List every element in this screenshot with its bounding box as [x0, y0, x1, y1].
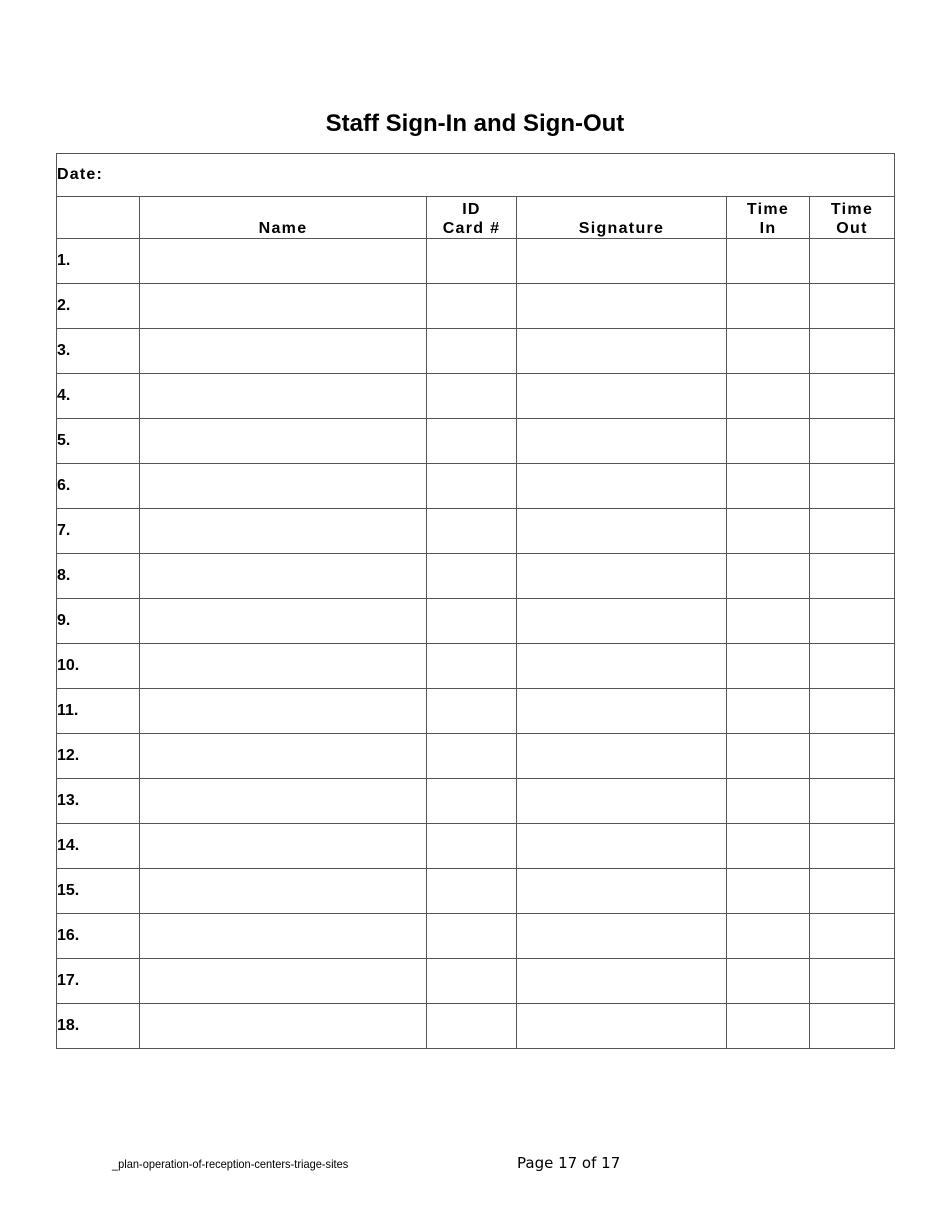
date-label: Date:: [57, 166, 104, 183]
time-in-cell[interactable]: [727, 419, 810, 464]
row-number: 8.: [57, 554, 140, 599]
time-out-cell[interactable]: [810, 419, 895, 464]
time-out-cell[interactable]: [810, 644, 895, 689]
signature-cell[interactable]: [517, 284, 727, 329]
signature-column-header: Signature: [517, 197, 727, 239]
page-title: Staff Sign-In and Sign-Out: [325, 110, 625, 137]
row-number: 9.: [57, 599, 140, 644]
sign-in-table: [56, 153, 895, 1049]
header-row: [57, 197, 895, 239]
time-in-header-line1: Time: [746, 201, 790, 218]
id-card-cell[interactable]: [427, 284, 517, 329]
signature-cell[interactable]: [517, 644, 727, 689]
time-in-cell[interactable]: [727, 599, 810, 644]
signature-cell[interactable]: [517, 1004, 727, 1049]
row-number: 13.: [57, 779, 140, 824]
id-card-cell[interactable]: [427, 644, 517, 689]
sign-in-rows: [57, 239, 895, 1049]
name-cell[interactable]: [140, 554, 427, 599]
row-number: 3.: [57, 329, 140, 374]
time-out-cell[interactable]: [810, 599, 895, 644]
id-card-cell[interactable]: [427, 869, 517, 914]
date-field[interactable]: [57, 154, 895, 197]
row-number: 2.: [57, 284, 140, 329]
id-card-cell[interactable]: [427, 734, 517, 779]
table-row: [57, 779, 895, 824]
time-in-cell[interactable]: [727, 239, 810, 284]
row-number: 14.: [57, 824, 140, 869]
name-cell[interactable]: [140, 284, 427, 329]
date-row: [57, 154, 895, 197]
row-number: 4.: [57, 374, 140, 419]
name-cell[interactable]: [140, 374, 427, 419]
table-row: [57, 689, 895, 734]
time-in-cell[interactable]: [727, 644, 810, 689]
signature-cell[interactable]: [517, 959, 727, 1004]
name-cell[interactable]: [140, 644, 427, 689]
time-out-cell[interactable]: [810, 914, 895, 959]
footer-file-name: _plan-operation-of-reception-centers-triage-sites: [112, 1157, 349, 1171]
time-in-cell[interactable]: [727, 689, 810, 734]
time-in-cell[interactable]: [727, 824, 810, 869]
signature-cell[interactable]: [517, 554, 727, 599]
id-card-cell[interactable]: [427, 239, 517, 284]
signature-cell[interactable]: [517, 914, 727, 959]
id-card-cell[interactable]: [427, 914, 517, 959]
time-out-cell[interactable]: [810, 959, 895, 1004]
table-row: [57, 329, 895, 374]
id-card-cell[interactable]: [427, 959, 517, 1004]
time-in-cell[interactable]: [727, 509, 810, 554]
name-cell[interactable]: [140, 689, 427, 734]
name-cell[interactable]: [140, 509, 427, 554]
time-out-cell[interactable]: [810, 1004, 895, 1049]
time-in-column-header: [727, 197, 810, 239]
time-out-header-line1: Time: [830, 201, 874, 218]
id-card-column-header: [427, 197, 517, 239]
number-column-header: [57, 197, 140, 239]
time-out-cell[interactable]: [810, 239, 895, 284]
time-in-cell[interactable]: [727, 554, 810, 599]
time-in-cell[interactable]: [727, 734, 810, 779]
signature-cell[interactable]: [517, 239, 727, 284]
time-out-cell[interactable]: [810, 734, 895, 779]
table-row: [57, 374, 895, 419]
signature-cell[interactable]: [517, 689, 727, 734]
name-cell[interactable]: [140, 239, 427, 284]
row-number: 7.: [57, 509, 140, 554]
name-cell[interactable]: [140, 464, 427, 509]
table-row: [57, 734, 895, 779]
table-row: [57, 284, 895, 329]
time-out-column-header: [810, 197, 895, 239]
time-in-header-line2: In: [759, 220, 777, 237]
name-cell[interactable]: [140, 869, 427, 914]
time-out-cell[interactable]: [810, 374, 895, 419]
id-card-header-line2: Card #: [442, 220, 501, 237]
name-cell[interactable]: [140, 734, 427, 779]
time-out-cell[interactable]: [810, 824, 895, 869]
time-out-header-line2: Out: [836, 220, 868, 237]
table-row: [57, 599, 895, 644]
row-number: 18.: [57, 1004, 140, 1049]
id-card-cell[interactable]: [427, 329, 517, 374]
time-in-cell[interactable]: [727, 869, 810, 914]
id-card-cell[interactable]: [427, 554, 517, 599]
time-in-cell[interactable]: [727, 1004, 810, 1049]
table-row: [57, 824, 895, 869]
signature-cell[interactable]: [517, 329, 727, 374]
table-row: [57, 1004, 895, 1049]
signature-cell[interactable]: [517, 824, 727, 869]
row-number: 15.: [57, 869, 140, 914]
time-out-cell[interactable]: [810, 779, 895, 824]
signature-cell[interactable]: [517, 869, 727, 914]
time-out-cell[interactable]: [810, 869, 895, 914]
signature-cell[interactable]: [517, 779, 727, 824]
time-in-cell[interactable]: [727, 914, 810, 959]
table-row: [57, 419, 895, 464]
id-card-cell[interactable]: [427, 599, 517, 644]
time-out-cell[interactable]: [810, 329, 895, 374]
name-cell[interactable]: [140, 329, 427, 374]
signature-cell[interactable]: [517, 374, 727, 419]
footer-page-number: Page 17 of 17: [517, 1154, 621, 1172]
time-in-cell[interactable]: [727, 329, 810, 374]
id-card-cell[interactable]: [427, 509, 517, 554]
row-number: 10.: [57, 644, 140, 689]
row-number: 16.: [57, 914, 140, 959]
row-number: 11.: [57, 689, 140, 734]
signature-cell[interactable]: [517, 599, 727, 644]
table-row: [57, 509, 895, 554]
row-number: 12.: [57, 734, 140, 779]
row-number: 5.: [57, 419, 140, 464]
id-card-cell[interactable]: [427, 824, 517, 869]
id-card-header-line1: ID: [462, 201, 481, 218]
row-number: 6.: [57, 464, 140, 509]
id-card-cell[interactable]: [427, 374, 517, 419]
table-row: [57, 959, 895, 1004]
signature-cell[interactable]: [517, 464, 727, 509]
id-card-cell[interactable]: [427, 1004, 517, 1049]
time-in-cell[interactable]: [727, 464, 810, 509]
table-row: [57, 644, 895, 689]
name-column-header: Name: [140, 197, 427, 239]
time-out-cell[interactable]: [810, 509, 895, 554]
signature-cell[interactable]: [517, 419, 727, 464]
time-in-cell[interactable]: [727, 959, 810, 1004]
signature-cell[interactable]: [517, 509, 727, 554]
time-out-cell[interactable]: [810, 284, 895, 329]
name-cell[interactable]: [140, 599, 427, 644]
name-cell[interactable]: [140, 1004, 427, 1049]
table-row: [57, 914, 895, 959]
name-cell[interactable]: [140, 914, 427, 959]
name-cell[interactable]: [140, 959, 427, 1004]
table-row: [57, 554, 895, 599]
time-out-cell[interactable]: [810, 554, 895, 599]
time-out-cell[interactable]: [810, 689, 895, 734]
table-row: [57, 869, 895, 914]
row-number: 1.: [57, 239, 140, 284]
signature-cell[interactable]: [517, 734, 727, 779]
time-out-cell[interactable]: [810, 464, 895, 509]
id-card-cell[interactable]: [427, 779, 517, 824]
table-row: [57, 239, 895, 284]
id-card-cell[interactable]: [427, 464, 517, 509]
name-cell[interactable]: [140, 824, 427, 869]
table-row: [57, 464, 895, 509]
id-card-cell[interactable]: [427, 689, 517, 734]
name-cell[interactable]: [140, 419, 427, 464]
id-card-cell[interactable]: [427, 419, 517, 464]
row-number: 17.: [57, 959, 140, 1004]
time-in-cell[interactable]: [727, 374, 810, 419]
time-in-cell[interactable]: [727, 779, 810, 824]
name-cell[interactable]: [140, 779, 427, 824]
time-in-cell[interactable]: [727, 284, 810, 329]
